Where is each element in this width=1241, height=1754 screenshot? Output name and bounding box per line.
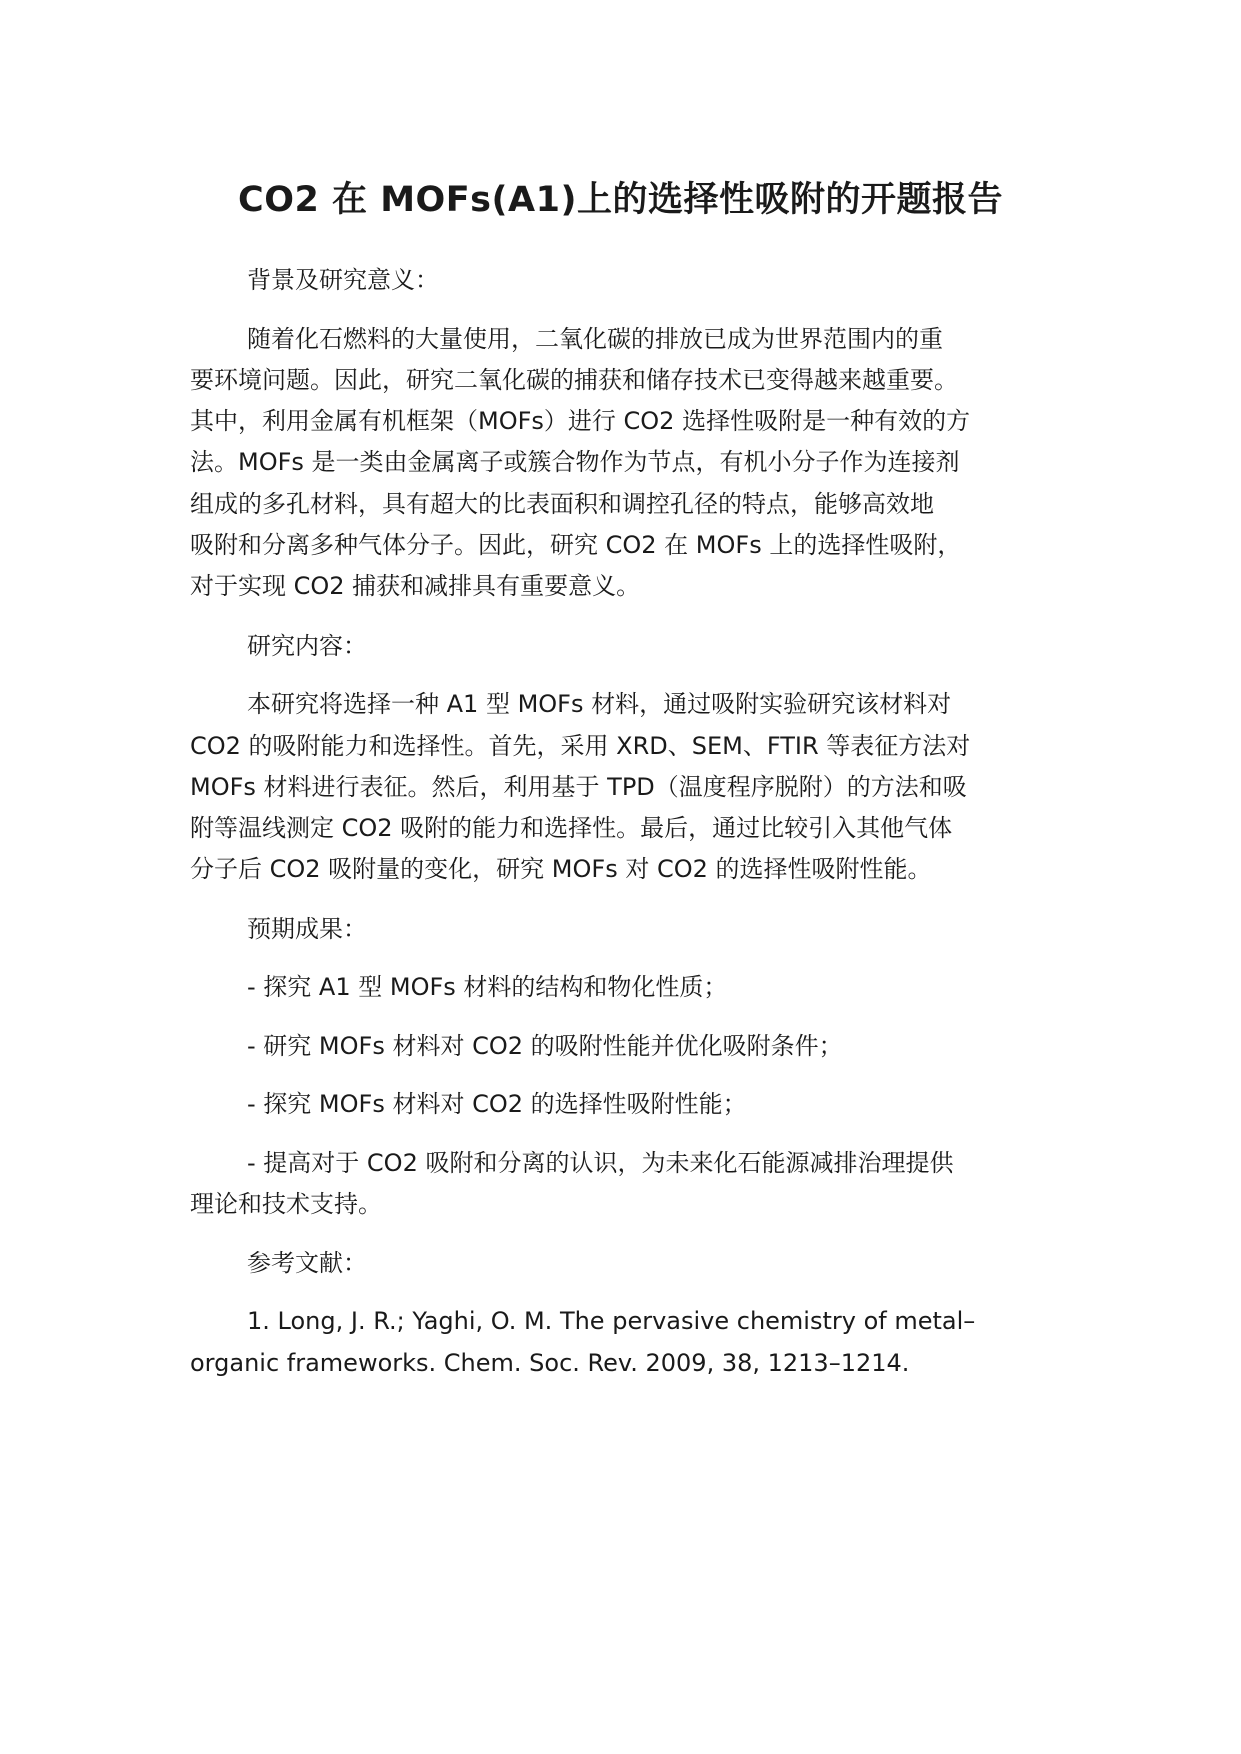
background-heading: 背景及研究意义： — [247, 266, 439, 294]
outcome-item-continued: 理论和技术支持。 — [190, 1190, 382, 1218]
outcome-item: - 研究 MOFs 材料对 CO2 的吸附性能并优化吸附条件； — [247, 1032, 843, 1060]
reference-item-continued: organic frameworks. Chem. Soc. Rev. 2009, 38, 1213–1214. — [190, 1349, 910, 1377]
content-line: 本研究将选择一种 A1 型 MOFs 材料，通过吸附实验研究该材料对 — [247, 690, 952, 718]
content-line: MOFs 材料进行表征。然后，利用基于 TPD（温度程序脱附）的方法和吸 — [190, 773, 967, 801]
page-title: CO2 在 MOFs(A1)上的选择性吸附的开题报告 — [238, 180, 1003, 220]
background-line: 随着化石燃料的大量使用，二氧化碳的排放已成为世界范围内的重 — [247, 325, 943, 353]
outcomes-heading: 预期成果： — [247, 915, 367, 943]
background-line: 其中，利用金属有机框架（MOFs）进行 CO2 选择性吸附是一种有效的方 — [190, 407, 971, 435]
content-line: CO2 的吸附能力和选择性。首先，采用 XRD、SEM、FTIR 等表征方法对 — [190, 732, 971, 760]
outcome-item: - 提高对于 CO2 吸附和分离的认识，为未来化石能源减排治理提供 — [247, 1149, 954, 1177]
background-line: 吸附和分离多种气体分子。因此，研究 CO2 在 MOFs 上的选择性吸附， — [190, 531, 962, 559]
references-heading: 参考文献： — [247, 1249, 367, 1277]
content-heading: 研究内容： — [247, 632, 367, 660]
background-line: 对于实现 CO2 捕获和减排具有重要意义。 — [190, 572, 641, 600]
content-line: 附等温线测定 CO2 吸附的能力和选择性。最后，通过比较引入其他气体 — [190, 814, 953, 842]
outcome-item: - 探究 MOFs 材料对 CO2 的选择性吸附性能； — [247, 1090, 747, 1118]
background-line: 法。MOFs 是一类由金属离子或簇合物作为节点，有机小分子作为连接剂 — [190, 448, 960, 476]
background-line: 要环境问题。因此，研究二氧化碳的捕获和储存技术已变得越来越重要。 — [190, 366, 958, 394]
reference-item: 1. Long, J. R.; Yaghi, O. M. The pervasive chemistry of metal– — [247, 1307, 976, 1335]
background-line: 组成的多孔材料，具有超大的比表面积和调控孔径的特点，能够高效地 — [190, 490, 934, 518]
outcome-item: - 探究 A1 型 MOFs 材料的结构和物化性质； — [247, 973, 728, 1001]
content-line: 分子后 CO2 吸附量的变化，研究 MOFs 对 CO2 的选择性吸附性能。 — [190, 855, 932, 883]
